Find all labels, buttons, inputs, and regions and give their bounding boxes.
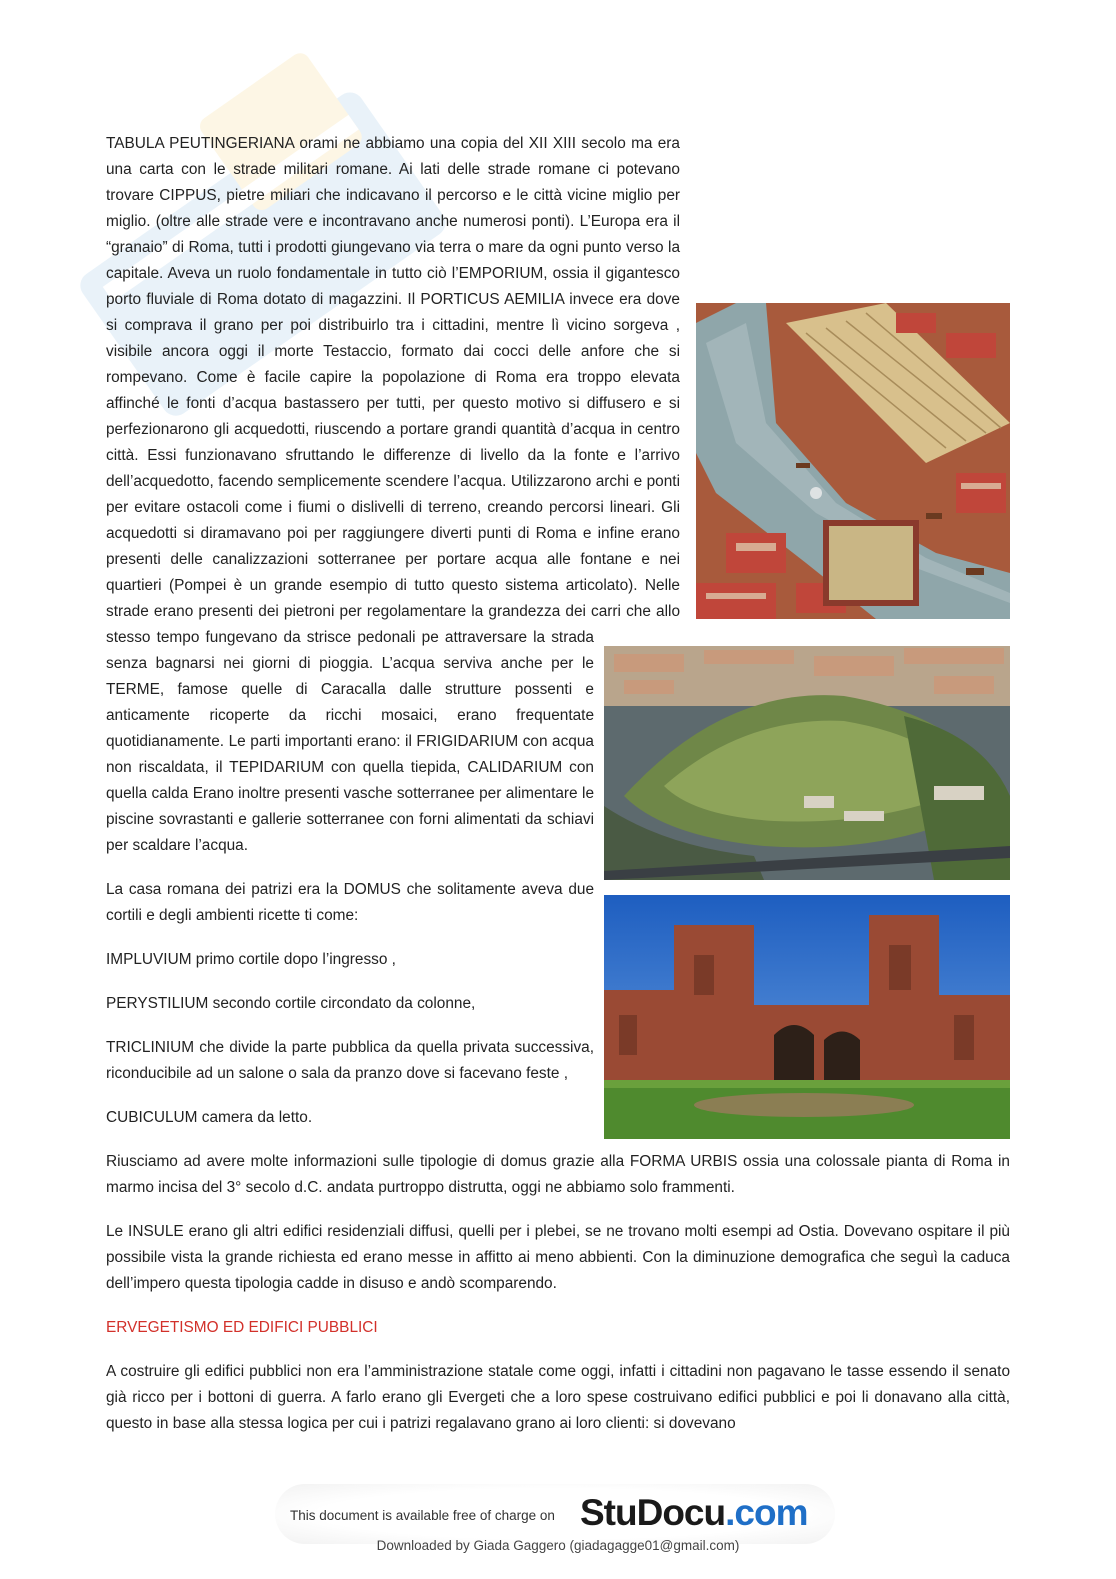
caracalla-baths-photo [604,895,1010,1139]
logo-main: StuDocu [580,1492,726,1533]
paragraph: CUBICULUM camera da letto. [106,1109,313,1126]
logo-suffix: .com [725,1492,808,1533]
studocu-logo[interactable] [580,1492,807,1534]
paragraph: IMPLUVIUM primo cortile dopo l’ingresso , [106,951,396,968]
paragraph: TABULA PEUTINGERIANA orami ne abbiamo una copia del XII XIII secolo ma era una carta con le strade militari romane. Ai lati delle strade romane ci potevano trovare CIPPUS, pietre miliari che indicavano il percorso e le città vicine miglio per miglio. (oltre alle strade vere e incontravano anche numerosi ponti). L’Europa era il “granaio” di Roma, tutti i prodotti giungevano via terra o mare da ogni punto verso la capitale. Aveva un ruolo fondamentale in tutto ciò l’EMPORIUM, ossia il gigantesco porto fluviale di Roma dotato di magazzini. Il PORTICUS AEMILIA invece era dove si comprava il grano per poi distribuirlo tra i cittadini, mentre lì vicino sorgeva , visibile ancora oggi il morte Testaccio, formato dai cocci delle anfore che si rompevano. Come è facile capire la popolazione di Roma era troppo elevata affinché le fonti d’acqua bastassero per tutti, per questo motivo si diffusero e si perfezionarono gli acquedotti, riuscendo a portare grandi quantità d’acqua in centro città. Essi funzionavano sfruttando le differenze di livello da la fonte e l’arrivo dell’acquedotto, facendo semplicemente scendere l’acqua. Utilizzarono archi e ponti per evitare ostacoli come i fiumi o dislivelli di terreno, creando percorsi lineari. Gli acquedotti si diramavano poi per raggiungere diverti punti di Roma e infine erano presenti delle canalizzazioni sotterranee per portare acqua alle fontane e nei quartieri (Pompei è un grande esempio di tutto questo sistema articolato). Nelle strade erano presenti dei pietroni per regolamentare la grandezza dei carri che allo stesso tempo fungevano da strisce pedonali pe attraversare la strada senza bagnarsi nei giorni di pioggia. L’acqua serviva anche per le TERME, famose quelle di Caracalla dalle strutture possenti e anticamente ricoperte da ricchi mosaici, erano frequentate quotidianamente. Le parti importanti erano: il FRIGIDARIUM con acqua non riscaldata, il TEPIDARIUM con quella tiepida, CALIDARIUM con quella calda Erano inoltre presenti vasche sotterranee per alimentare le piscine sovrastanti e gallerie sotterranee con forni alimentati da schiavi per scaldare l’acqua. [106,135,680,854]
footer-availability-text: This document is available free of charge on [290,1508,555,1523]
paragraph: PERYSTILIUM secondo cortile circondato da colonne, [106,995,476,1012]
paragraph: La casa romana dei patrizi era la DOMUS che solitamente aveva due cortili e degli ambienti ricette ti come: [106,881,594,924]
testaccio-aerial-photo [604,646,1010,880]
paragraph: Riusciamo ad avere molte informazioni sulle tipologie di domus grazie alla FORMA URBIS ossia una colossale pianta di Roma in marmo incisa del 3° secolo d.C. andata purtroppo distrutta, oggi ne abbiamo solo frammenti. [106,1153,1010,1196]
downloaded-by-text: Downloaded by Giada Gaggero (giadagagge01@gmail.com) [376,1538,740,1553]
paragraph: A costruire gli edifici pubblici non era l’amministrazione statale come oggi, infatti i cittadini non pagavano le tasse essendo il senato già ricco per i bottoni di guerra. A farlo erano gli Evergeti che a loro spese costruivano edifici pubblici e poi li donavano alla città, questo in base alla stessa logica per cui i patrizi regalavano grano ai loro clienti: si dovevano [106,1363,1010,1432]
paragraph: Le INSULE erano gli altri edifici residenziali diffusi, quelli per i plebei, se ne trovano molti esempi ad Ostia. Dovevano ospitare il più possibile vista la grande richiesta ed erano messe in affitto ai meno abbienti. Con la diminuzione demografica che seguì la caduca dell’impero questa tipologia cadde in disuso e andò scomparendo. [106,1223,1010,1292]
paragraph: TRICLINIUM che divide la parte pubblica da quella privata successiva, riconducibile ad un salone o sala da pranzo dove si facevano feste , [106,1039,594,1082]
section-heading: ERVEGETISMO ED EDIFICI PUBBLICI [106,1319,378,1336]
emporium-illustration [696,303,1010,619]
